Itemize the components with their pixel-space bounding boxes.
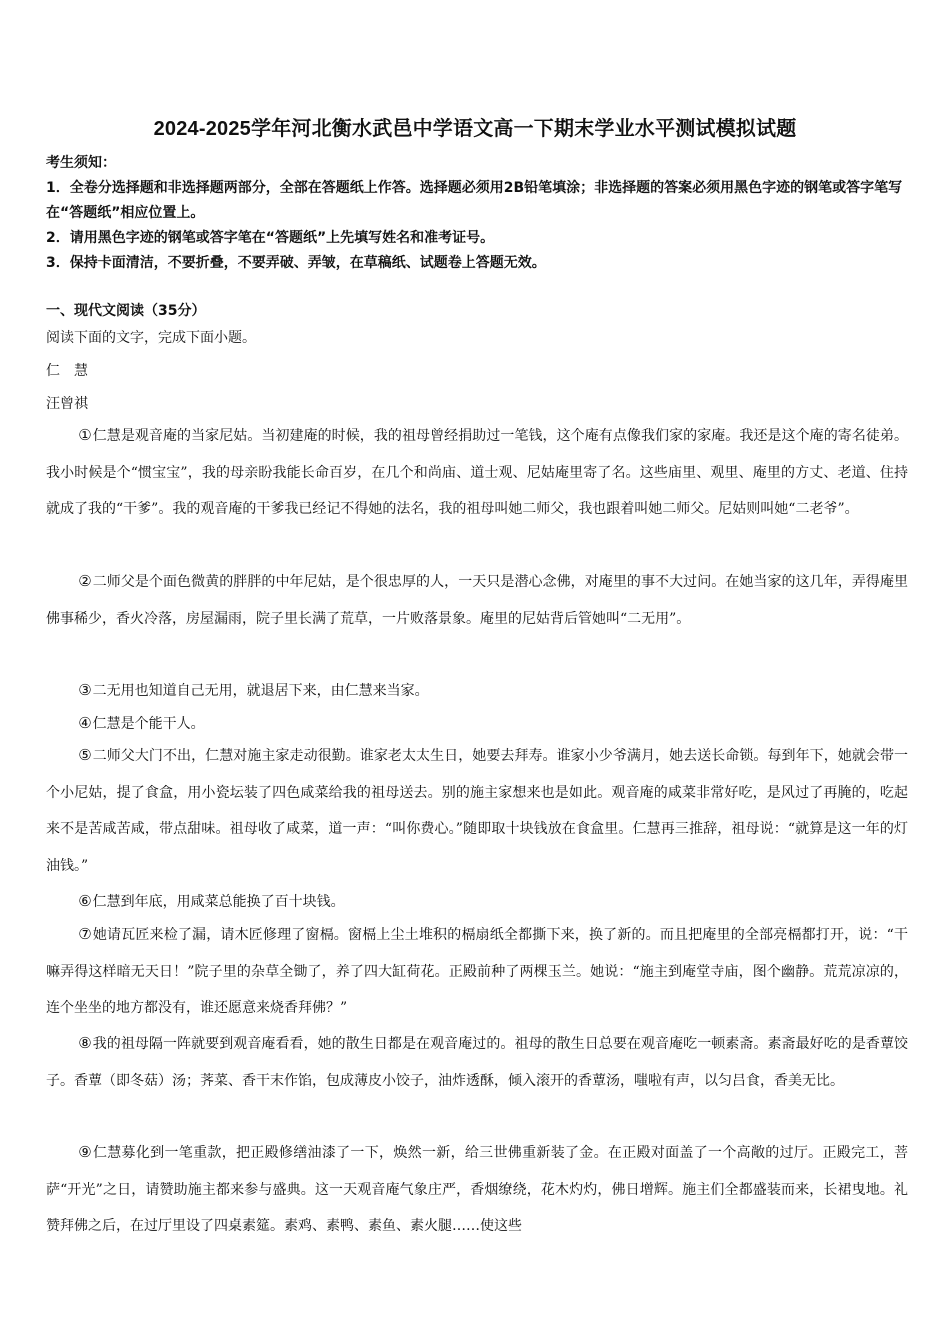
paragraph-number: ⑦ bbox=[78, 925, 92, 943]
paragraph-text: 仁慧是个能干人。 bbox=[92, 716, 205, 732]
page-title: 2024-2025学年河北衡水武邑中学语文高一下期末学业水平测试模拟试题 bbox=[153, 118, 797, 140]
paragraph-number: ⑨ bbox=[78, 1143, 92, 1161]
paragraph-number: ② bbox=[78, 572, 92, 590]
paragraph-2 bbox=[46, 563, 908, 637]
paragraph-text: 她请瓦匠来检了漏，请木匠修理了窗槅。窗槅上尘土堆积的槅扇纸全都撕下来，换了新的。而且把庵里的全部亮槅都打开，说：“干嘛弄得这样暗无天日！”院子里的杂草全锄了，养了四大缸荷花。正殿前种了两棵玉兰。她说：“施主到庵堂寺庙，图个幽静。荒荒凉凉的，连个坐坐的地方都没有，谁还愿意来烧香拜佛？” bbox=[46, 927, 908, 1016]
article-author: 汪曾祺 bbox=[46, 396, 88, 412]
paragraph-text: 仁慧募化到一笔重款，把正殿修缮油漆了一下，焕然一新，给三世佛重新装了金。在正殿对面盖了一个高敞的过厅。正殿完工，菩萨“开光”之日，请赞助施主都来参与盛典。这一天观音庵气象庄严，香烟缭绕，花木灼灼，佛日增辉。施主们全都盛装而来，长裙曳地。礼赞拜佛之后，在过厅里设了四桌素筵。素鸡、素鸭、素鱼、素火腿……使这些 bbox=[46, 1145, 909, 1234]
paragraph-9 bbox=[46, 1134, 908, 1245]
notice-item-1: 1．全卷分选择题和非选择题两部分，全部在答题纸上作答。选择题必须用2B铅笔填涂；非选择题的答案必须用黑色字迹的钢笔或答字笔写在“答题纸”相应位置上。 bbox=[46, 180, 903, 221]
paragraph-7 bbox=[46, 916, 908, 1027]
paragraph-8 bbox=[46, 1025, 908, 1099]
paragraph-text: 二无用也知道自己无用，就退居下来，由仁慧来当家。 bbox=[92, 683, 429, 699]
paragraph-3 bbox=[46, 672, 908, 710]
paragraph-number: ③ bbox=[78, 681, 92, 699]
paragraph-text: 二师父是个面色微黄的胖胖的中年尼姑，是个很忠厚的人，一天只是潜心念佛，对庵里的事不大过问。在她当家的这几年，弄得庵里佛事稀少，香火冷落，房屋漏雨，院子里长满了荒草，一片败落景象。庵里的尼姑背后管她叫“二无用”。 bbox=[46, 574, 909, 627]
paragraph-text: 仁慧是观音庵的当家尼姑。当初建庵的时候，我的祖母曾经捐助过一笔钱，这个庵有点像我们家的家庵。我还是这个庵的寄名徒弟。我小时候是个“惯宝宝”，我的母亲盼我能长命百岁，在几个和尚庙、道士观、尼姑庵里寄了名。这些庙里、观里、庵里的方丈、老道、住持就成了我的“干爹”。我的观音庵的干爹我已经记不得她的法名，我的祖母叫她二师父，我也跟着叫她二师父。尼姑则叫她“二老爷”。 bbox=[46, 428, 909, 517]
paragraph-text: 仁慧到年底，用咸菜总能换了百十块钱。 bbox=[92, 894, 345, 910]
reading-instruction: 阅读下面的文字，完成下面小题。 bbox=[46, 330, 256, 346]
paragraph-number: ① bbox=[78, 426, 92, 444]
paragraph-text: 我的祖母隔一阵就要到观音庵看看，她的散生日都是在观音庵过的。祖母的散生日总要在观音庵吃一顿素斋。素斋最好吃的是香蕈饺子。香蕈（即冬菇）汤；荠菜、香干末作馅，包成薄皮小饺子，油炸透酥，倾入滚开的香蕈汤，嗤啦有声，以匀吕食，香美无比。 bbox=[46, 1036, 909, 1089]
paragraph-1 bbox=[46, 417, 908, 528]
paragraph-6 bbox=[46, 883, 908, 921]
notice-item-2: 2．请用黑色字迹的钢笔或答字笔在“答题纸”上先填写姓名和准考证号。 bbox=[46, 230, 495, 246]
paragraph-text: 二师父大门不出，仁慧对施主家走动很勤。谁家老太太生日，她要去拜寿。谁家小少爷满月，她去送长命锁。每到年下，她就会带一个小尼姑，提了食盒，用小瓷坛装了四色咸菜给我的祖母送去。别的施主家想来也是如此。观音庵的咸菜非常好吃，是风过了再腌的，吃起来不是苦咸苦咸，带点甜味。祖母收了咸菜，道一声：“叫你费心。”随即取十块钱放在食盒里。仁慧再三推辞，祖母说：“就算是这一年的灯油钱。” bbox=[46, 748, 909, 874]
notice-item-3: 3．保持卡面清洁，不要折叠，不要弄破、弄皱，在草稿纸、试题卷上答题无效。 bbox=[46, 255, 546, 271]
paragraph-5 bbox=[46, 737, 908, 884]
paragraph-number: ⑧ bbox=[78, 1034, 92, 1052]
paragraph-number: ⑥ bbox=[78, 892, 92, 910]
section-heading: 一、现代文阅读（35分） bbox=[46, 303, 206, 319]
article-title: 仁 慧 bbox=[46, 363, 88, 379]
notice-heading: 考生须知： bbox=[46, 155, 116, 171]
paragraph-number: ⑤ bbox=[78, 746, 92, 764]
paragraph-number: ④ bbox=[78, 714, 92, 732]
